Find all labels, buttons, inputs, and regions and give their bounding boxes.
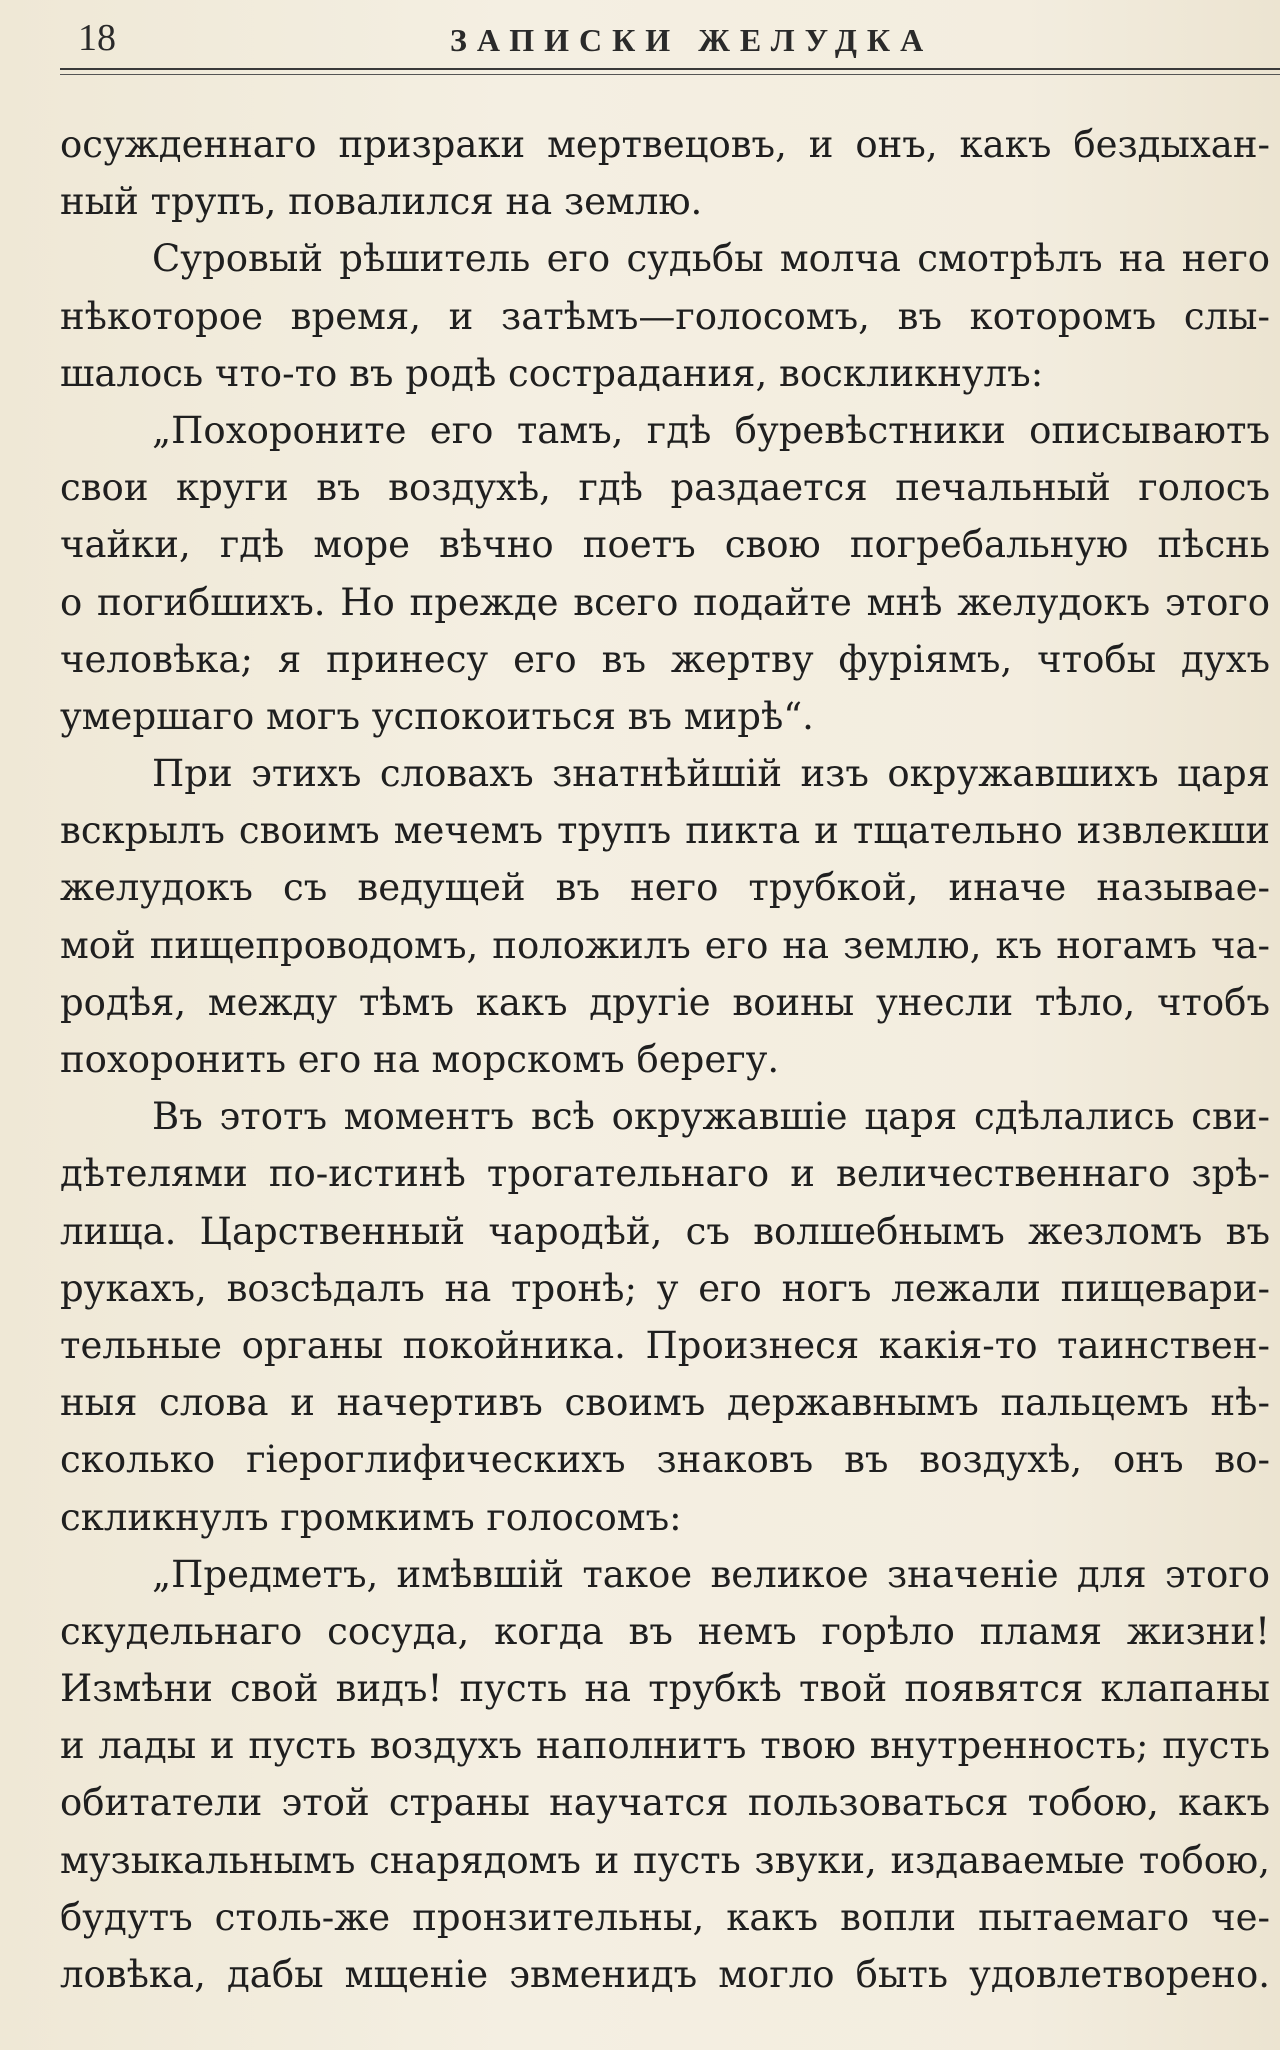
text-line: скудельнаго сосуда, когда въ немъ горѣло пламя жизни! [60, 1609, 1270, 1653]
text-line: шалось что-то въ родѣ сострадания, воскликнулъ: [60, 351, 1044, 395]
text-line: будутъ столь-же пронзительны, какъ вопли пытаемаго че- [60, 1895, 1270, 1939]
header-rule-thin [60, 74, 1280, 75]
text-line: скликнулъ громкимъ голосомъ: [60, 1495, 682, 1539]
text-line: дѣтелями по-истинѣ трогательнаго и величественнаго зрѣ- [60, 1152, 1270, 1196]
text-line: свои круги въ воздухѣ, гдѣ раздается печальный голосъ [60, 466, 1270, 510]
text-line: Измѣни свой видъ! пусть на трубкѣ твой появятся клапаны [60, 1667, 1270, 1711]
text-line: умершаго могъ успокоиться въ мирѣ“. [60, 694, 814, 738]
text-line: мой пищепроводомъ, положилъ его на землю, къ ногамъ ча- [60, 923, 1270, 967]
text-line: Въ этотъ моментъ всѣ окружавшіе царя сдѣлались сви- [152, 1095, 1270, 1139]
text-line: ный трупъ, повалился на землю. [60, 180, 703, 224]
text-line: рукахъ, возсѣдалъ на тронѣ; у его ногъ лежали пищевари- [60, 1266, 1270, 1310]
header-rule [60, 68, 1280, 70]
text-line: чайки, гдѣ море вѣчно поетъ свою погребальную пѣснь [60, 523, 1270, 567]
body-text [60, 116, 1270, 2003]
text-line: „Похороните его тамъ, гдѣ буревѣстники описываютъ [152, 408, 1270, 452]
text-line: похоронить его на морскомъ берегу. [60, 1038, 780, 1081]
text-line: нѣкоторое время, и затѣмъ—голосомъ, въ которомъ слы- [60, 294, 1270, 338]
text-line: вскрылъ своимъ мечемъ трупъ пикта и тщательно извлекши [60, 809, 1270, 853]
page-number: 18 [78, 17, 116, 59]
text-line: осужденнаго призраки мертвецовъ, и онъ, какъ бездыхан- [60, 123, 1270, 166]
text-line: „Предметъ, имѣвшій такое великое значеніе для этого [152, 1552, 1270, 1596]
text-line: ловѣка, дабы мщеніе эвменидъ могло быть удовлетворено. [60, 1953, 1270, 1996]
text-line: о погибшихъ. Но прежде всего подайте мнѣ желудокъ этого [60, 580, 1270, 624]
text-line: обитатели этой страны научатся пользоваться тобою, какъ [60, 1781, 1270, 1825]
text-line: человѣка; я принесу его въ жертву фуріямъ, чтобы духъ [60, 637, 1270, 681]
text-line: Суровый рѣшитель его судьбы молча смотрѣлъ на него [152, 237, 1270, 281]
text-line: желудокъ съ ведущей въ него трубкой, иначе называе- [60, 866, 1270, 910]
text-line: При этихъ словахъ знатнѣйшій изъ окружавшихъ царя [152, 752, 1270, 796]
text-line: сколько гіероглифическихъ знаковъ въ воздухѣ, онъ во- [60, 1438, 1270, 1482]
running-title: ЗАПИСКИ ЖЕЛУДКА [450, 22, 934, 58]
text-line: лища. Царственный чародѣй, съ волшебнымъ жезломъ въ [60, 1209, 1270, 1253]
page-header [70, 14, 1280, 74]
text-line: родѣя, между тѣмъ какъ другіе воины унесли тѣло, чтобъ [60, 980, 1270, 1024]
text-line: и лады и пусть воздухъ наполнитъ твою внутренность; пусть [60, 1724, 1270, 1768]
text-line: ныя слова и начертивъ своимъ державнымъ пальцемъ нѣ- [60, 1381, 1270, 1425]
text-line: тельные органы покойника. Произнеся какія-то таинствен- [60, 1323, 1270, 1367]
text-line: музыкальнымъ снарядомъ и пусть звуки, издаваемые тобою, [60, 1838, 1270, 1882]
